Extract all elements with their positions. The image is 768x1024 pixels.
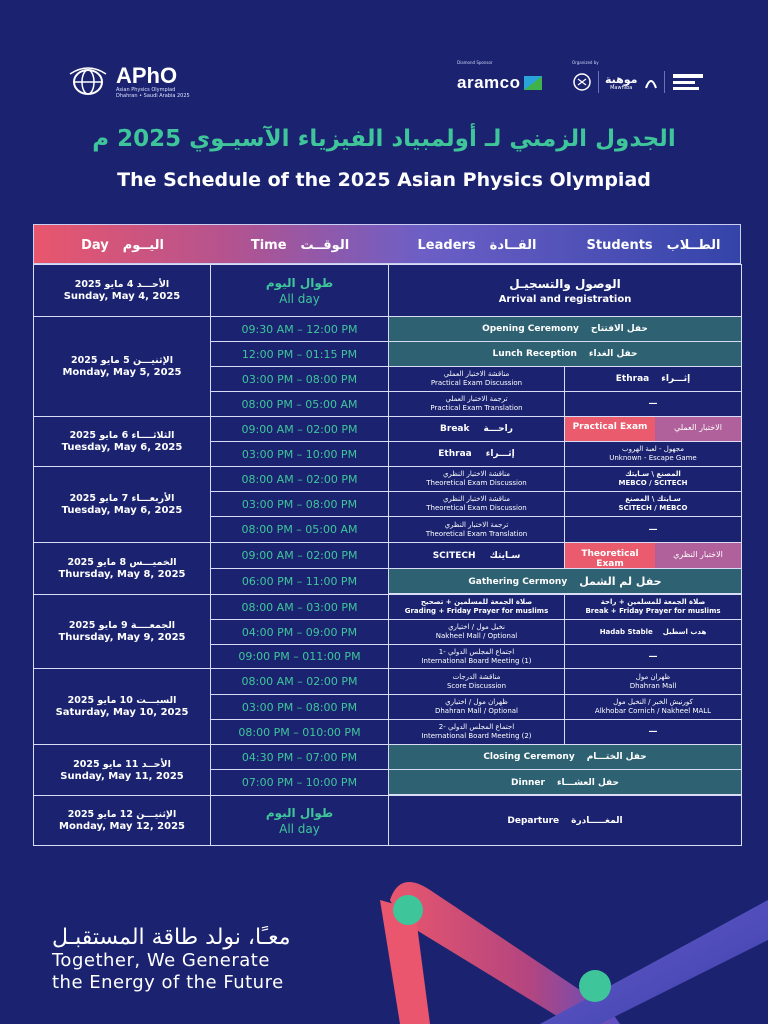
col-day-ar: اليــوم [122, 237, 164, 253]
event-ar: الاختبار النظري [655, 543, 741, 568]
table-header [33, 224, 741, 264]
col-leaders [389, 225, 565, 265]
event-en: Practical Exam [565, 417, 655, 441]
event-ar: حفل الختـــام [586, 752, 647, 762]
col-leaders-ar: القــادة [489, 237, 537, 253]
mawhiba-en: Mawhiba [610, 84, 633, 91]
event-ar: مناقشة الاختبار النظري [442, 470, 511, 478]
event-ar: سـايتك \ المصنع [625, 495, 681, 503]
event-ar: المغـــــادرة [571, 815, 623, 826]
event-ar: اجتماع المجلس الدولي -1 [438, 647, 515, 656]
day-en: Monday, May 12, 2025 [59, 821, 185, 832]
day-cell [34, 745, 210, 795]
time-cell: 09:00 AM – 02:00 PM [241, 422, 358, 436]
event-en: Grading + Friday Prayer for muslims [404, 607, 549, 615]
day-cell [34, 317, 210, 416]
event-break-prayer [565, 595, 741, 619]
event-te-translation [389, 517, 564, 542]
event-en: MEBCO / SCITECH [618, 479, 688, 487]
event-opening [389, 317, 741, 341]
event-mebco [565, 467, 741, 491]
event-ar: ترجمة الاختبار العملي [445, 395, 508, 403]
aramco-mark-icon [524, 76, 542, 90]
globe-icon [68, 64, 108, 100]
time-cell-allday [211, 796, 388, 845]
time-cell: 12:00 PM – 01:15 PM [241, 347, 358, 361]
event-en: Theoretical Exam Discussion [426, 504, 527, 512]
aramco-logo [457, 73, 542, 93]
event-pe-discussion [389, 367, 564, 391]
event-en: Break + Friday Prayer for muslims [585, 607, 721, 615]
title-arabic: الجدول الزمني لـ أولمبياد الفيزياء الآسيـوي 2025 م [92, 126, 676, 152]
aramco-name: aramco [457, 73, 521, 92]
day-en: Saturday, May 10, 2025 [55, 707, 189, 718]
divider [664, 71, 665, 93]
event-en: SCITECH [432, 550, 476, 561]
event-dinner [389, 770, 741, 795]
time-cell: 08:00 PM – 010:00 PM [238, 725, 361, 739]
event-en: Score Discussion [446, 681, 507, 690]
event-en: Unknown - Escape Game [609, 454, 697, 462]
organizer-block [572, 60, 705, 93]
event-gathering [389, 569, 741, 594]
day-ar: الخميـــس 8 مايو 2025 [67, 557, 177, 568]
time-cell: 03:00 PM – 08:00 PM [241, 372, 358, 386]
tagline-en-line2: the Energy of the Future [52, 972, 284, 993]
event-ar: هدب اسطبل [662, 627, 707, 636]
day-en: Sunday, May 4, 2025 [63, 291, 181, 302]
event-none: — [648, 524, 658, 535]
event-en: Arrival and registration [498, 293, 632, 305]
col-students [565, 225, 742, 265]
time-cell: 04:00 PM – 09:00 PM [241, 625, 358, 639]
event-ar: حفل الافتتاح [590, 324, 648, 334]
day-en: Tuesday, May 6, 2025 [61, 442, 183, 453]
event-arrival [389, 265, 741, 316]
event-en: Opening Ceremony [482, 324, 579, 334]
event-ethraa [565, 367, 741, 391]
event-grading [389, 595, 564, 619]
mawhiba-mark-icon [644, 74, 658, 90]
day-en: Thursday, May 9, 2025 [58, 632, 186, 643]
day-en: Monday, May 5, 2025 [62, 367, 182, 378]
event-ar: ظهران مول / اختياري [445, 698, 508, 706]
event-closing [389, 745, 741, 769]
time-cell: 04:30 PM – 07:00 PM [241, 750, 358, 764]
event-te-discussion [389, 467, 564, 491]
divider [598, 71, 599, 93]
day-cell [34, 796, 210, 845]
event-hadab [565, 620, 741, 644]
col-time-en: Time [250, 237, 287, 253]
event-ar: حفل الغداء [588, 349, 638, 359]
event-en: Theoretical Exam Translation [425, 529, 528, 538]
time-cell: 09:30 AM – 12:00 PM [241, 322, 358, 336]
title-english: The Schedule of the 2025 Asian Physics Olympiad [117, 169, 651, 191]
allday-ar: طوال اليوم [265, 805, 334, 820]
event-none: — [648, 399, 658, 409]
event-en: Practical Exam Discussion [430, 379, 523, 387]
col-time [211, 225, 389, 265]
event-te-discussion [389, 492, 564, 516]
event-ar: مناقشة الدرجات [452, 672, 501, 681]
event-en: Alkhobar Cornich / Nakheel MALL [594, 707, 712, 715]
day-ar: الثلاثــــاء 6 مايو 2025 [69, 430, 175, 441]
day-cell [34, 595, 210, 668]
event-ar: إثـــراء [661, 374, 691, 384]
time-cell: 03:00 PM – 08:00 PM [241, 497, 358, 511]
event-en: Nakheel Mall / Optional [435, 632, 518, 640]
allday-en: All day [279, 821, 320, 836]
event-ar: حفل العشـــاء [556, 777, 619, 788]
event-score-discussion [389, 669, 564, 694]
time-cell: 08:00 PM – 05:00 AM [241, 397, 358, 411]
day-en: Sunday, May 11, 2025 [60, 770, 184, 782]
event-en: Theoretical Exam [565, 543, 655, 568]
sponsor-block [457, 60, 542, 93]
event-board-meeting-1 [389, 645, 564, 668]
event-en: Closing Ceremony [483, 752, 575, 762]
time-cell: 07:00 PM – 10:00 PM [241, 776, 358, 789]
event-ethraa [389, 442, 564, 466]
event-alkhobar [565, 695, 741, 719]
event-en: Ethraa [615, 374, 650, 384]
day-cell [34, 543, 210, 594]
day-cell [34, 669, 210, 744]
event-ar: مناقشة الاختبار العملي [443, 370, 510, 378]
event-ar: ظهران مول [635, 672, 671, 681]
event-en: Practical Exam Translation [430, 404, 523, 412]
logo-subtitle: Asian Physics Olympiad [116, 87, 176, 93]
day-cell [34, 417, 210, 466]
event-dhahran-optional [389, 695, 564, 719]
event-lunch [389, 342, 741, 366]
day-ar: الجمعــــة 9 مايو 2025 [68, 620, 176, 631]
col-students-ar: الطــلاب [666, 237, 721, 253]
day-ar: الأحــد 11 مايو 2025 [73, 758, 171, 770]
tagline-en-line1: Together, We Generate [52, 950, 270, 971]
col-day-en: Day [81, 237, 109, 253]
event-dhahran-mall [565, 669, 741, 694]
event-en: Gathering Cermony [468, 576, 568, 587]
day-ar: السبـــت 10 مايو 2025 [67, 695, 177, 706]
event-pe-translation [389, 392, 564, 416]
event-ar: حفل لم الشمل [579, 575, 662, 588]
saudi-emblem-icon [572, 72, 592, 92]
event-ar: المصنع \ سـايتك [625, 470, 681, 478]
event-board-meeting-2 [389, 720, 564, 744]
event-en: Departure [507, 815, 560, 826]
event-en: International Board Meeting (1) [421, 656, 532, 665]
logo-location: Dhahran • Saudi Arabia 2025 [116, 93, 190, 99]
event-ar: راحـــة [483, 424, 513, 434]
day-cell [34, 467, 210, 542]
event-nakheel [389, 620, 564, 644]
event-ar: كورنيش الخبر / النخيل مول [613, 698, 693, 706]
event-ar: مناقشة الاختبار النظري [442, 495, 511, 503]
day-en: Thursday, May 8, 2025 [58, 569, 186, 580]
event-ar: نخيل مول / اختياري [448, 623, 505, 631]
day-ar: الإثنيـــن 5 مايو 2025 [71, 355, 173, 366]
decorative-shapes [360, 860, 768, 1024]
event-none: — [648, 651, 658, 662]
tagline [52, 925, 291, 994]
day-ar: الإثنيـــن 12 مايو 2025 [67, 809, 177, 820]
time-cell: 08:00 AM – 02:00 PM [241, 675, 358, 688]
apho-logo [68, 64, 190, 100]
allday-en: All day [279, 291, 320, 306]
event-en: Break [440, 424, 470, 434]
time-cell: 03:00 PM – 10:00 PM [241, 447, 358, 461]
col-day [34, 225, 211, 265]
logo-name: APhO [116, 63, 178, 88]
sponsor-caption: Diamond Sponsor [457, 60, 493, 65]
event-en: Ethraa [438, 449, 472, 459]
day-ar: الأحـــد 4 مايو 2025 [74, 279, 170, 290]
event-theoretical-exam [565, 543, 741, 568]
grid-line [33, 845, 742, 846]
event-en: Lunch Reception [492, 349, 577, 359]
mawhiba-ar: موهبة [605, 72, 638, 86]
time-cell: 08:00 PM – 05:00 AM [241, 523, 358, 536]
event-ar: صلاة الجمعة للمسلمين + تصحيح [420, 598, 533, 606]
time-cell: 08:00 AM – 03:00 PM [241, 600, 358, 614]
col-leaders-en: Leaders [417, 237, 476, 253]
event-scitech [565, 492, 741, 516]
event-en: Hadab Stable [599, 627, 653, 636]
event-ar: اجتماع المجلس الدولي -2 [438, 723, 515, 731]
day-ar: الأربعـــاء 7 مايو 2025 [69, 493, 175, 504]
event-practical-exam [565, 417, 741, 441]
col-students-en: Students [586, 237, 653, 253]
time-cell: 09:00 PM – 011:00 PM [238, 650, 361, 663]
time-cell: 09:00 AM – 02:00 PM [241, 549, 358, 562]
event-en: International Board Meeting (2) [421, 732, 532, 740]
event-en: Dhahran Mall [629, 681, 677, 690]
event-ar: الوصول والتسجيـل [509, 276, 621, 291]
tagline-ar: معـًا، نولد طاقة المستقبـل [52, 925, 291, 950]
event-en: Dhahran Mall / Optional [434, 707, 518, 715]
event-departure [389, 796, 741, 845]
event-break [389, 417, 564, 441]
time-cell-allday [211, 265, 388, 316]
ministry-logo-icon [671, 71, 705, 93]
event-escape-game [565, 442, 741, 466]
day-en: Tuesday, May 6, 2025 [61, 505, 183, 516]
event-none: — [648, 727, 658, 737]
col-time-ar: الوقــت [300, 237, 350, 253]
event-ar: إثـــراء [485, 449, 515, 459]
event-en: Dinner [511, 777, 545, 788]
event-ar: مجهول - لعبة الهروب [622, 445, 684, 453]
event-ar: الاختبار العملي [655, 417, 741, 441]
event-scitech-visit [389, 543, 564, 568]
day-cell [34, 265, 210, 316]
event-ar: ترجمة الاختبار النظري [444, 520, 509, 529]
time-cell: 08:00 AM – 02:00 PM [241, 472, 358, 486]
allday-ar: طوال اليوم [265, 275, 334, 290]
event-en: Theoretical Exam Discussion [426, 479, 527, 487]
time-cell: 06:00 PM – 11:00 PM [241, 575, 358, 588]
event-ar: صلاة الجمعة للمسلمين + راحة [600, 598, 706, 606]
time-cell: 03:00 PM – 08:00 PM [241, 700, 358, 714]
event-ar: سـايتك [489, 550, 521, 561]
event-en: SCITECH / MEBCO [618, 504, 688, 512]
organizer-caption: Organized by [572, 60, 599, 65]
